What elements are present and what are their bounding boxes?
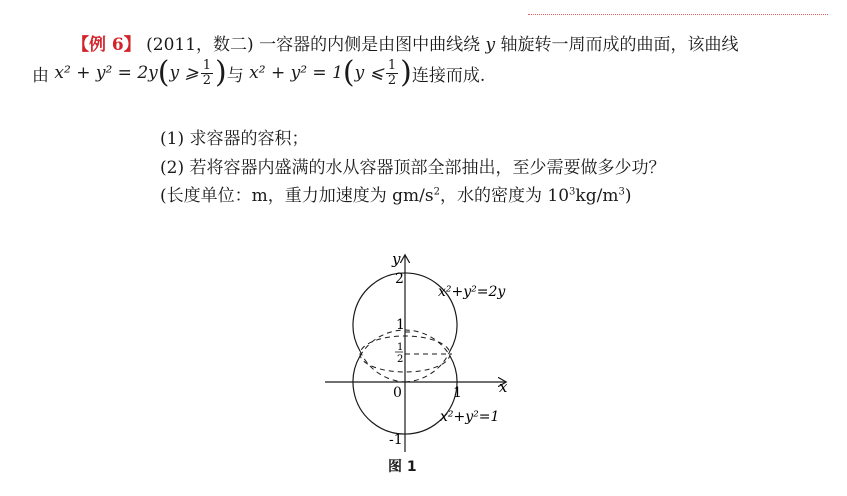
fraction-num: 1 [202,57,212,73]
connector: 与 [226,65,244,86]
line2-lead: 由 [32,65,49,86]
tick-1: 1 [396,317,405,333]
paren-open-2: ( [342,55,355,90]
units-end: ) [624,186,632,206]
paren-close-2: ) [400,55,412,90]
condition-1: y ⩾ [169,63,199,83]
problem-source: (2011，数二) [146,35,254,55]
upper-dashed-2 [405,351,450,382]
paren-open: ( [157,55,170,90]
units-pre: (长度单位：m，重力加速度为 gm/s [160,186,434,206]
equation-lower-circle: x² + y² = 1 [249,63,343,83]
units-sup-2: 3 [569,186,576,198]
question-1: (1) 求容器的容积； [160,129,309,149]
line2-end: 连接而成. [411,65,486,86]
units-mid: ，水的密度为 10 [440,186,570,206]
lower-curve-label: x²+y²=1 [440,409,500,425]
y-axis-label: y [392,250,401,268]
tick-neg1: -1 [389,432,403,448]
units-mid2: kg/m [575,186,619,206]
example-tag: 【例 6】 [72,35,141,55]
question-2: (2) 若将容器内盛满的水从容器顶部全部抽出，至少需要做多少功？ [160,158,666,178]
units-sup-3: 3 [618,186,625,198]
units-sup-1: 2 [433,186,440,198]
figure-caption: 图 1 [388,459,417,475]
fraction-den-2: 2 [387,72,397,88]
problem-intro-rest: 轴旋转一周而成的曲面，该曲线 [500,35,739,55]
fraction-den: 2 [202,72,212,88]
tick-2: 2 [395,271,404,287]
var-y: y [485,35,496,55]
fraction-num-2: 1 [387,57,397,73]
x-axis-label: x [499,378,508,396]
condition-2: y ⩽ [354,63,384,83]
upper-curve-label: x²+y²=2y [438,284,506,300]
tick-0: 0 [393,385,402,401]
paren-close: ) [215,55,227,90]
problem-intro: 一容器的内侧是由图中曲线绕 [259,35,481,55]
tick-x1: 1 [453,385,462,401]
tick-half-den: 2 [397,354,404,365]
equation-upper-circle: x² + y² = 2y [54,63,158,83]
tick-half-num: 1 [397,342,404,353]
